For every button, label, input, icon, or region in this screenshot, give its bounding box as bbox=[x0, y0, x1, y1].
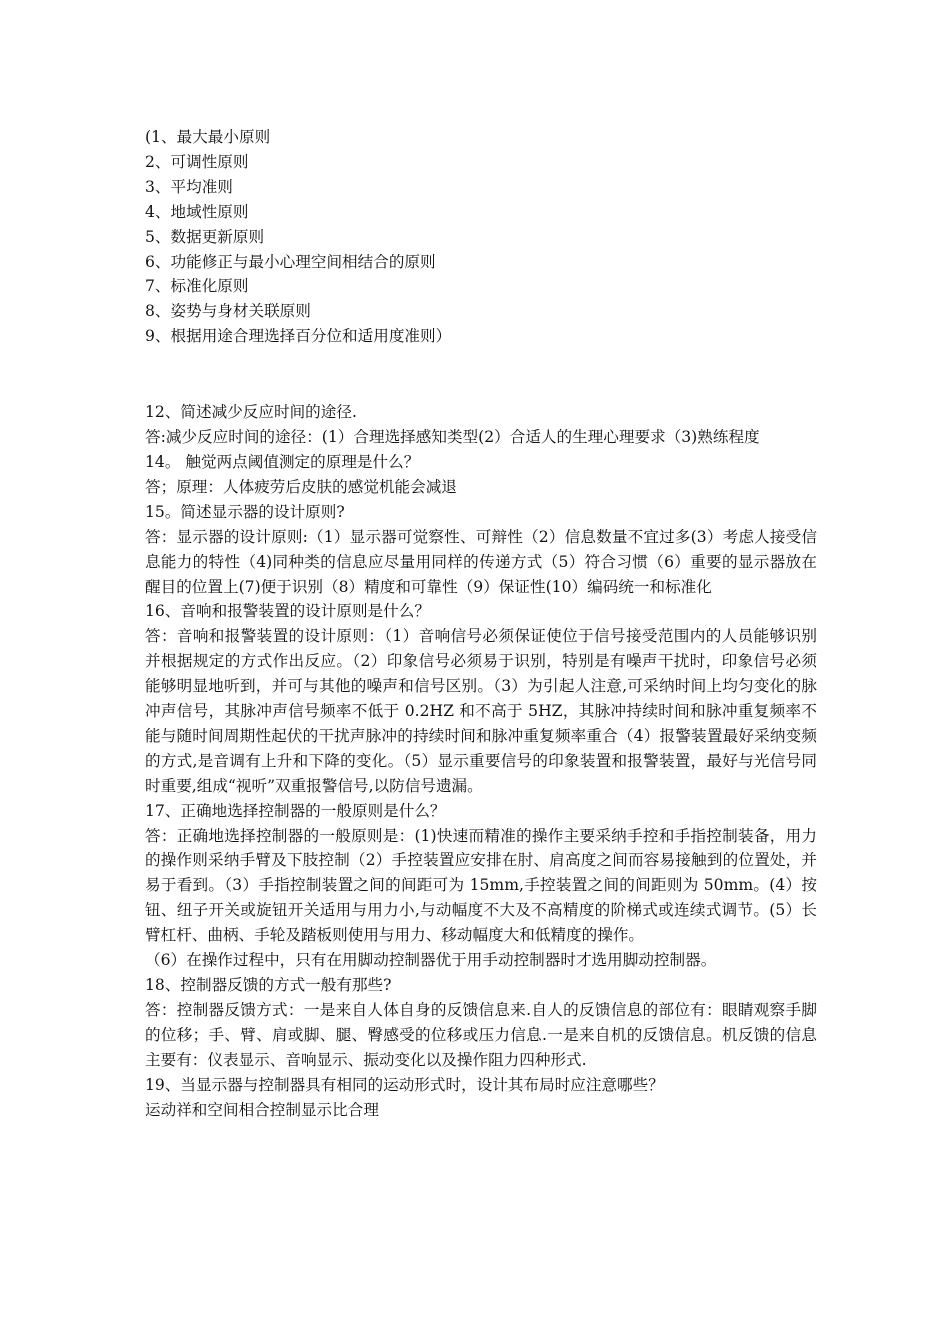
document-page bbox=[145, 125, 817, 1122]
principle-item: 9、根据用途合理选择百分位和适用度准则） bbox=[145, 327, 452, 346]
answer-15: 答：显示器的设计原则:（1）显示器可觉察性、可辩性（2）信息数量不宜过多(3）考虑人接受信息能力的特性（4)同种类的信息应尽量用同样的传递方式（5）符合习惯（6）重要的显示器放在醒目的位置上(7)便于识别（8）精度和可靠性（9）保证性(10）编码统一和标准化 bbox=[145, 527, 817, 596]
principles-list bbox=[145, 125, 817, 349]
principle-item: 7、标准化原则 bbox=[145, 277, 249, 296]
principle-item: 5、数据更新原则 bbox=[145, 227, 265, 246]
answer-17-item-6: （6）在操作过程中，只有在用脚动控制器优于用手动控制器时才选用脚动控制器。 bbox=[145, 951, 717, 970]
question-12: 12、简述减少反应时间的途径. bbox=[145, 403, 357, 422]
question-15: 15。简述显示器的设计原则? bbox=[145, 502, 345, 521]
answer-19: 运动祥和空间相合控制显示比合理 bbox=[145, 1100, 379, 1119]
qa-section bbox=[145, 400, 817, 1122]
principle-item: 2、可调性原则 bbox=[145, 152, 249, 171]
answer-17: 答：正确地选择控制器的一般原则是：(1)快速而精准的操作主要采纳手控和手指控制装备，用力的操作则采纳手臂及下肢控制（2）手控装置应安排在肘、肩高度之间而容易接触到的位置处，并易于看到。（3）手指控制装置之间的间距可为 15mm,手控装置之间的间距则为 50mm。(4）按钮、纽子开关或旋钮开关适用与用力小,与动幅度不大及不高精度的阶梯式或连续式调节。(5）长臂杠杆、曲柄、手轮及踏板则使用与用力、移动幅度大和低精度的操作。 bbox=[145, 826, 817, 945]
question-16: 16、音响和报警装置的设计原则是什么？ bbox=[145, 602, 430, 621]
question-14: 14。 触觉两点阈值测定的原理是什么？ bbox=[145, 452, 420, 471]
principle-item: 3、平均准则 bbox=[145, 177, 233, 196]
principle-item: 6、功能修正与最小心理空间相结合的原则 bbox=[145, 252, 436, 271]
question-19: 19、当显示器与控制器具有相同的运动形式时，设计其布局时应注意哪些？ bbox=[145, 1075, 664, 1094]
answer-18: 答：控制器反馈方式：一是来自人体自身的反馈信息来.自人的反馈信息的部位有：眼睛观察手脚的位移；手、臂、肩或脚、腿、臀感受的位移或压力信息.一是来自机的反馈信息。机反馈的信息主要有：仪表显示、音响显示、振动变化以及操作阻力四种形式. bbox=[145, 1000, 817, 1069]
question-18: 18、控制器反馈的方式一般有那些? bbox=[145, 976, 392, 994]
section-spacer bbox=[145, 349, 817, 400]
principle-item: 8、姿势与身材关联原则 bbox=[145, 302, 311, 321]
question-17: 17、正确地选择控制器的一般原则是什么？ bbox=[145, 801, 446, 820]
answer-12: 答:减少反应时间的途径：(1）合理选择感知类型(2）合适人的生理心理要求（3)熟练程度 bbox=[145, 428, 760, 447]
principle-item: 4、地域性原则 bbox=[145, 202, 249, 221]
answer-14: 答；原理：人体疲劳后皮肤的感觉机能会减退 bbox=[145, 477, 457, 496]
principle-item: (1、最大最小原则 bbox=[145, 128, 271, 146]
answer-16: 答：音响和报警装置的设计原则：（1）音响信号必须保证使位于信号接受范围内的人员能够识别并根据规定的方式作出反应。（2）印象信号必须易于识别，特别是有噪声干扰时，印象信号必须能够明显地听到，并可与其他的噪声和信号区别。（3）为引起人注意,可采纳时间上均匀变化的脉冲声信号，其脉冲声信号频率不低于 0.2HZ 和不高于 5HZ，其脉冲持续时间和脉冲重复频率不能与随时间周期性起伏的干扰声脉冲的持续时间和脉冲重复频率重合（4）报警装置最好采纳变频的方式,是音调有上升和下降的变化。（5）显示重要信号的印象装置和报警装置，最好与光信号同时重要,组成“视听”双重报警信号,以防信号遗漏。 bbox=[145, 627, 817, 795]
